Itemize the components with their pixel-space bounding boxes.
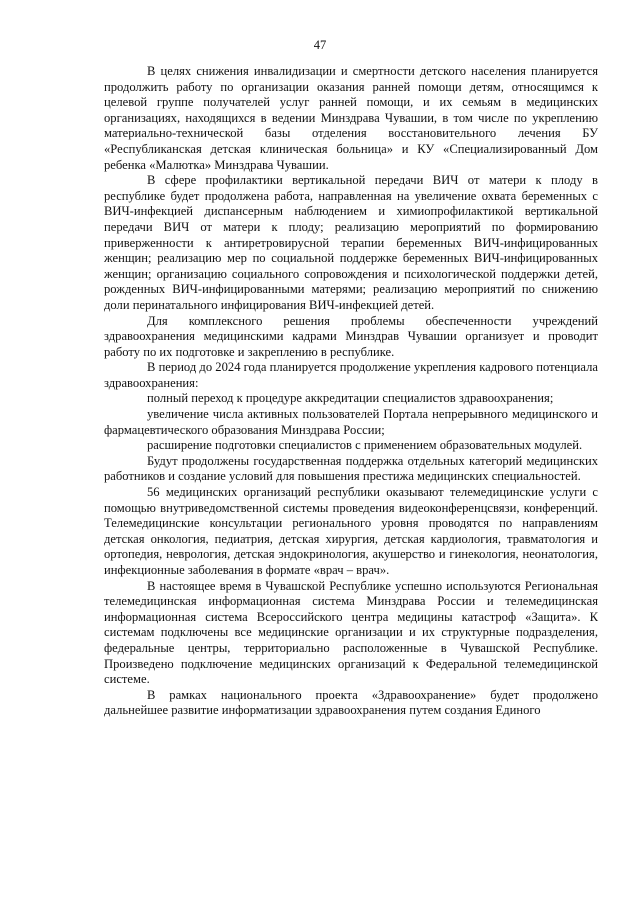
page-number: 47 — [313, 38, 327, 52]
paragraph-informatization: В рамках национального проекта «Здравоохранение» будет продолжено дальнейшее развитие информатизации здравоохранения путем создания Единого — [104, 687, 598, 718]
list-item-portal-users: увеличение числа активных пользователей Портала непрерывного медицинского и фармацевтического образования Минздрава России; — [104, 407, 598, 437]
paragraph-early-help: В целях снижения инвалидизации и смертности детского населения планируется продолжить работу по организации оказания ранней помощи детям, относящимся к целевой группе получателей услуг ранней помощи, и их семьям в медицинских организациях, находящихся в ведении Минздрава Чувашии, в том числе по укреплению материально-технической базы отделения восстановительного лечения БУ «Республиканская детская клиническая больница» и КУ «Специализированный Дом ребенка «Малютка» Минздрава Чувашии. — [104, 64, 598, 172]
list-item-accreditation: полный переход к процедуре аккредитации специалистов здравоохранения; — [147, 391, 554, 406]
list-item-training-modules: расширение подготовки специалистов с применением образовательных модулей. — [147, 438, 583, 453]
paragraph-personnel-plan: В период до 2024 года планируется продолжение укрепления кадрового потенциала здравоохранения: — [104, 360, 598, 390]
paragraph-telemedicine-systems: В настоящее время в Чувашской Республике успешно используются Региональная телемедицинская информационная система Минздрава России и телемедицинская информационная система Всероссийского центра медицины катастроф «Защита». К системам подключены все медицинские организации и их структурные подразделения, федеральные центры, территориально расположенные в Чувашской Республике. Произведено подключение медицинских организаций к Федеральной телемедицинской системе. — [104, 578, 598, 687]
paragraph-staffing: Для комплексного решения проблемы обеспеченности учреждений здравоохранения медицинскими кадрами Минздрав Чувашии организует и проводит работу по их подготовке и закреплению в республике. — [104, 313, 598, 359]
paragraph-telemedicine: 56 медицинских организаций республики оказывают телемедицинские услуги с помощью внутриведомственной системы проведения видеоконференцсвязи, конференций. Телемедицинские консультации регионального уровня проводятся по направлениям детская онкология, педиатрия, детская хирургия, детская кардиология, травматология и ортопедия, неврология, детская эндокринология, акушерство и гинекология, неонатология, инфекционные заболевания в формате «врач – врач». — [104, 485, 598, 577]
paragraph-state-support: Будут продолжены государственная поддержка отдельных категорий медицинских работников и создание условий для повышения престижа медицинских специальностей. — [104, 453, 598, 484]
paragraph-hiv-prevention: В сфере профилактики вертикальной передачи ВИЧ от матери к плоду в республике будет продолжена работа, направленная на увеличение охвата беременных с ВИЧ-инфекцией диспансерным наблюдением и химиопрофилактикой вертикальной передачи ВИЧ от матери к плоду; реализацию мероприятий по формированию приверженности к антиретровирусной терапии беременных ВИЧ-инфицированных женщин; реализацию мер по социальной поддержке беременных ВИЧ-инфицированных женщин; организацию социального сопровождения и психологической поддержки детей, рожденных ВИЧ-инфицированными матерями; реализацию мероприятий по снижению доли перинатального инфицирования ВИЧ-инфекцией детей. — [104, 173, 598, 312]
document-body — [104, 64, 598, 719]
